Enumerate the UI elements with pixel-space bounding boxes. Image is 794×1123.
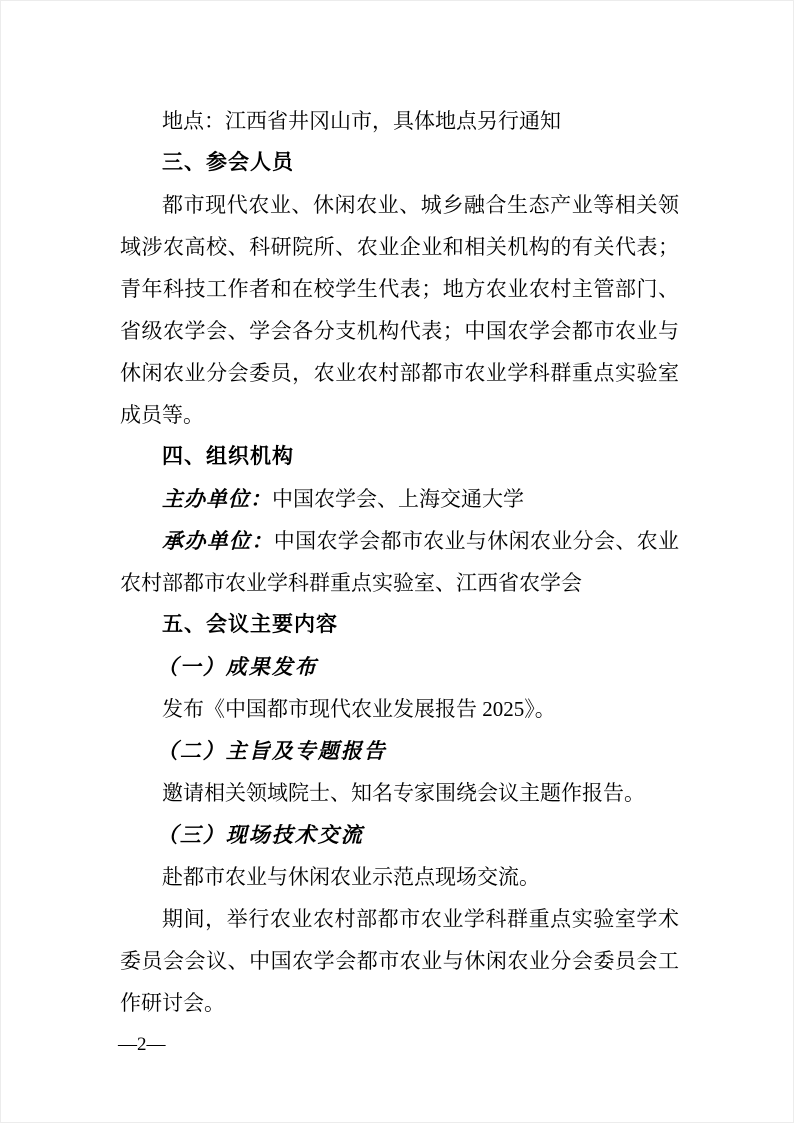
paragraph-achievement-release: 发布《中国都市现代农业发展报告 2025》。 <box>162 697 556 721</box>
organizer-unit-label: 承办单位： <box>162 529 274 553</box>
paragraph-side-meetings: 期间，举行农业农村部都市农业学科群重点实验室学术委员会会议、中国农学会都市农业与休闲农业分会委员会工作研讨会。 <box>120 907 679 1015</box>
organizer-unit-value: 中国农学会都市农业与休闲农业分会、农业农村部都市农业学科群重点实验室、江西省农学会 <box>120 529 680 595</box>
subheading-field-exchange: （三）现场技术交流 <box>156 823 364 847</box>
section-heading-organization: 四、组织机构 <box>162 445 294 468</box>
subheading-keynote-reports: （二）主旨及专题报告 <box>156 739 387 763</box>
subheading-achievement-release: （一）成果发布 <box>156 655 318 679</box>
organizer-unit-line <box>120 520 679 604</box>
location-line: 地点：江西省井冈山市，具体地点另行通知 <box>162 109 561 133</box>
paragraph-field-exchange: 赴都市农业与休闲农业示范点现场交流。 <box>162 865 540 889</box>
section-heading-participants: 三、参会人员 <box>162 151 294 174</box>
document-body <box>120 100 679 1024</box>
page-number: —2— <box>118 1034 166 1055</box>
section-heading-agenda: 五、会议主要内容 <box>162 613 338 636</box>
host-unit-label: 主办单位： <box>162 487 272 511</box>
host-unit-value: 中国农学会、上海交通大学 <box>272 487 524 511</box>
paragraph-keynote-reports: 邀请相关领域院士、知名专家围绕会议主题作报告。 <box>162 781 645 805</box>
paragraph-participants: 都市现代农业、休闲农业、城乡融合生态产业等相关领域涉农高校、科研院所、农业企业和相关机构的有关代表；青年科技工作者和在校学生代表；地方农业农村主管部门、省级农学会、学会各分支机构代表；中国农学会都市农业与休闲农业分会委员，农业农村部都市农业学科群重点实验室成员等。 <box>120 193 679 427</box>
host-unit-line <box>120 478 679 520</box>
